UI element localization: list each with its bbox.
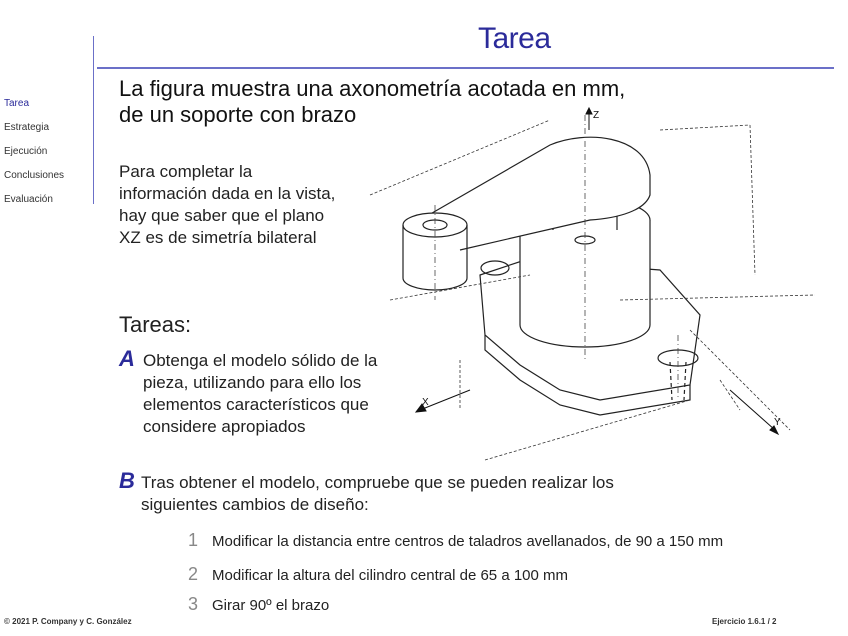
extra-line: información dada en la vista,: [119, 184, 336, 203]
change-item-text: Modificar la altura del cilindro central de 65 a 100 mm: [212, 567, 569, 584]
intro-line: de un soporte con brazo: [119, 102, 357, 127]
change-item-text: Modificar la distancia entre centros de taladros avellanados, de 90 a 150 mm: [212, 533, 724, 550]
task-a-line: pieza, utilizando para ello los: [143, 373, 362, 392]
task-a-line: Obtenga el modelo sólido de la: [143, 351, 378, 370]
extra-line: Para completar la: [119, 162, 253, 181]
task-b-letter: B: [119, 468, 135, 493]
change-item-3: [188, 594, 329, 615]
title-underline: [97, 67, 834, 69]
task-b-line: Tras obtener el modelo, compruebe que se pueden realizar los: [141, 473, 614, 492]
nav-item-estrategia[interactable]: Estrategia: [4, 122, 50, 133]
footer-copyright: © 2021 P. Company y C. González: [4, 617, 132, 626]
nav-divider: [93, 36, 94, 204]
change-item-text: Girar 90º el brazo: [212, 597, 330, 614]
footer-page-number: Ejercicio 1.6.1 / 2: [712, 617, 777, 626]
page-title: Tarea: [478, 22, 551, 55]
task-a-line: considere apropiados: [143, 417, 306, 436]
side-nav: [4, 92, 64, 212]
intro-line: La figura muestra una axonometría acotada en mm,: [119, 76, 626, 101]
extra-info: [119, 161, 359, 249]
extra-line: XZ es de simetría bilateral: [119, 228, 317, 247]
tareas-heading: Tareas:: [119, 312, 192, 337]
nav-item-ejecucion[interactable]: Ejecución: [4, 146, 48, 157]
nav-item-conclusiones[interactable]: Conclusiones: [4, 170, 65, 181]
change-item-number: 2: [188, 564, 199, 584]
axonometric-figure: [360, 100, 830, 470]
axis-y-label: Y: [774, 417, 781, 428]
axis-x-label: X: [422, 397, 429, 408]
task-b: [119, 468, 679, 516]
change-item-1: [188, 530, 723, 551]
change-item-2: [188, 564, 568, 585]
nav-item-evaluacion[interactable]: Evaluación: [4, 194, 53, 205]
task-b-line: siguientes cambios de diseño:: [141, 495, 369, 514]
task-a: [119, 346, 389, 438]
extra-line: hay que saber que el plano: [119, 206, 325, 225]
task-a-line: elementos característicos que: [143, 395, 369, 414]
task-a-letter: A: [119, 346, 135, 371]
nav-item-tarea[interactable]: Tarea: [4, 98, 30, 109]
change-item-number: 3: [188, 594, 199, 614]
change-item-number: 1: [188, 530, 199, 550]
axis-z-label: Z: [593, 110, 600, 121]
